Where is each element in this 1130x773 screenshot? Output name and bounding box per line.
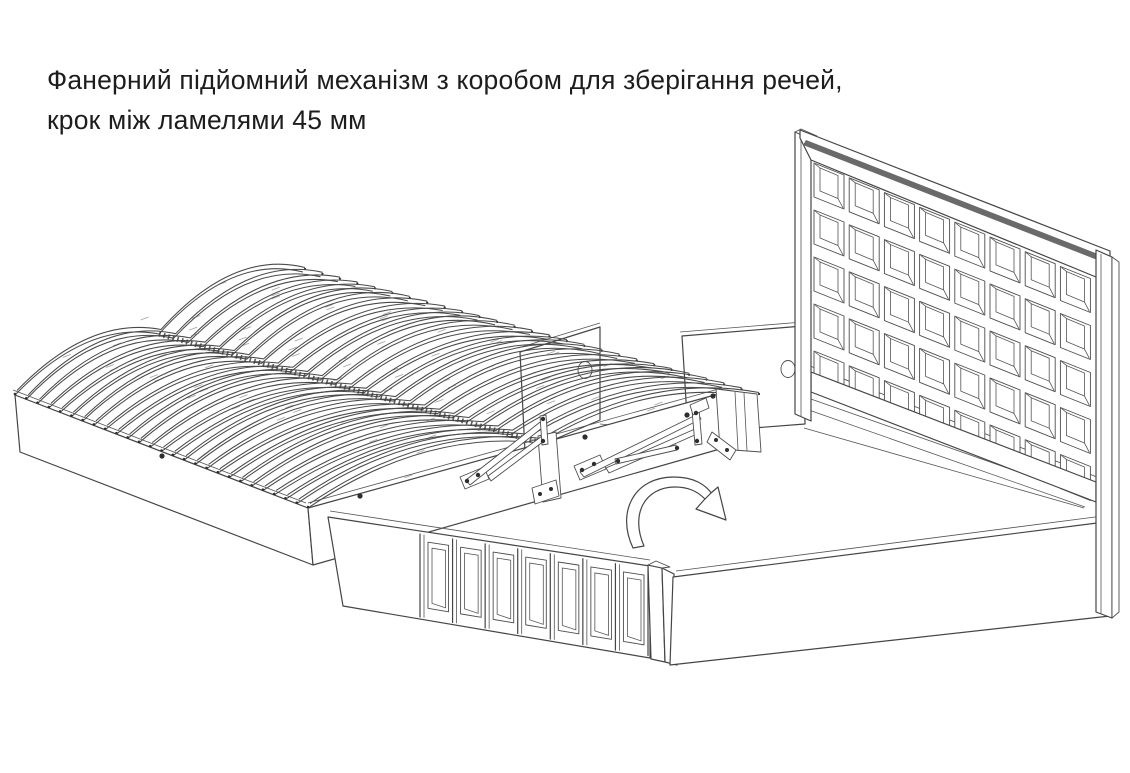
- headboard-top-rail-shading: [803, 140, 1103, 261]
- rail-bolt-hole-2: [781, 361, 795, 378]
- lift-rotation-arrow: [627, 477, 726, 548]
- storage-box: [328, 511, 1110, 665]
- figure-title-line2: крок між ламелями 45 мм: [47, 105, 367, 135]
- rail-bolt-hole: [578, 362, 592, 379]
- figure-title-line1: Фанерний підйомний механізм з коробом для зберігання речей,: [47, 65, 843, 95]
- headboard-left-stile: [795, 132, 811, 421]
- headboard-right-leg: [1096, 250, 1119, 618]
